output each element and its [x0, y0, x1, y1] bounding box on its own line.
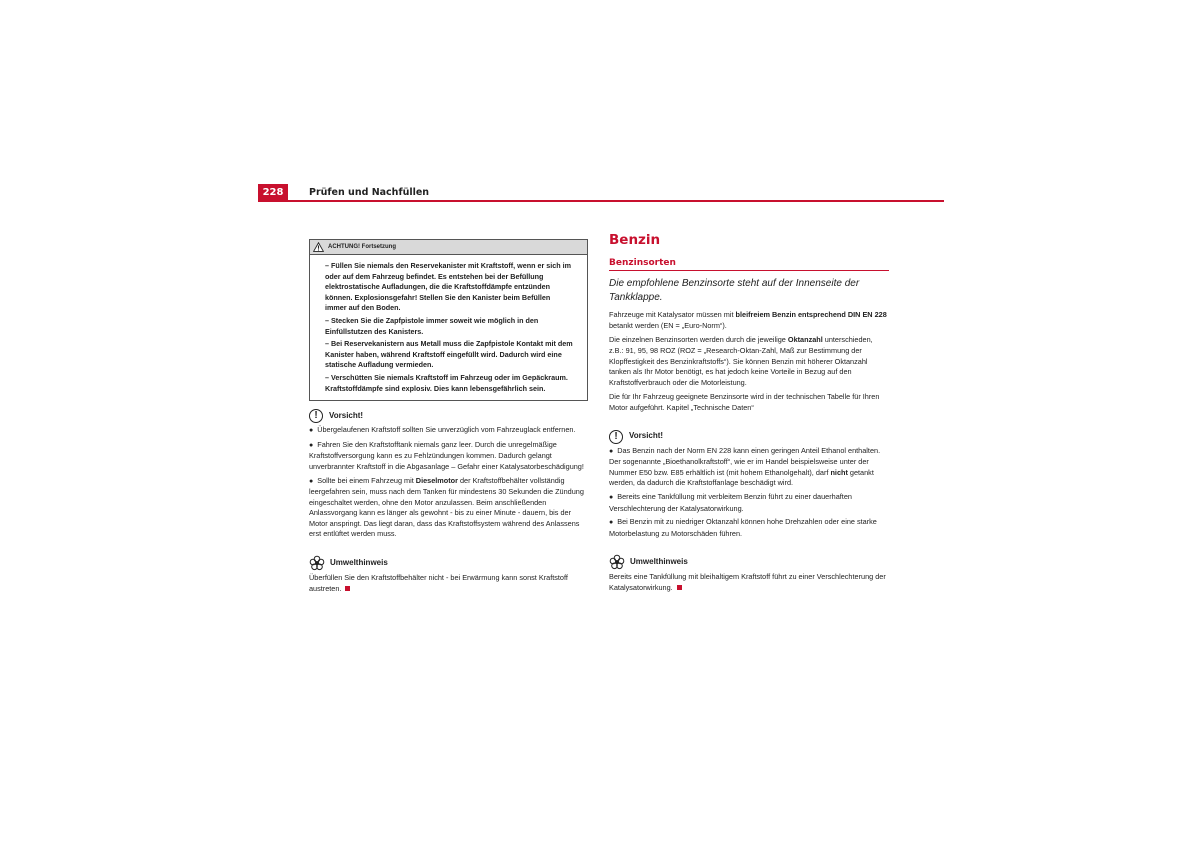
caution-heading [609, 430, 889, 444]
caution-bullet: ● Fahren Sie den Kraftstofftank niemals ganz leer. Durch die unregelmäßige Kraftstoffversorgung kann es zu Fehlzündungen kommen. Dadurch gelangt unverbrannter Kraftstoff in die Abgasanlage – Gefahr einer Katalysatorbeschädigung! [309, 439, 584, 471]
environment-title: Umwelthinweis [330, 557, 388, 567]
end-marker [677, 585, 682, 590]
left-column [309, 239, 588, 598]
intro-text: Die empfohlene Benzinsorte steht auf der Innenseite der Tankklappe. [609, 278, 860, 303]
paragraph: Die einzelnen Benzinsorten werden durch die jeweilige Oktanzahl unterschieden, z.B.: 91, 95, 98 ROZ (ROZ = „Research-Oktan-Zahl, Maß zur Bestimmung der Klopffestigkeit des Benzinkraftstoffs“). Sie können Benzin mit höherer Oktanzahl tanken als Ihr Motor benötigt, es hat jedoch keine Vorteile in Bezug auf den Kraftstoffverbrauch oder die Motorleistung. [609, 335, 873, 387]
section-heading: Benzin [609, 232, 661, 248]
exclamation-circle-icon: ! [609, 430, 623, 444]
environment-text: Bereits eine Tankfüllung mit bleihaltigem Kraftstoff führt zu einer Verschlechterung der Katalysatorwirkung. [609, 572, 886, 592]
caution-title: Vorsicht! [329, 410, 364, 420]
header-rule [258, 200, 944, 202]
subsection-heading: Benzinsorten [609, 257, 676, 268]
warning-box [309, 239, 588, 401]
caution-bullet: ● Das Benzin nach der Norm EN 228 kann einen geringen Anteil Ethanol enthalten. Der sogenannte „Bioethanolkraftstoff“, wie er im Handel beispielsweise unter der Nummer E50 bzw. E85 erhältlich ist (mit hohem Ethanolgehalt), darf nicht getankt werden, da dadurch die Kraftstoffanlage beschädigt wird. [609, 445, 881, 488]
paragraph: Die für Ihr Fahrzeug geeignete Benzinsorte wird in der technischen Tabelle für Ihren Motor aufgeführt. Kapitel „Technische Daten“ [609, 392, 880, 412]
warning-title: ACHTUNG! Fortsetzung [328, 243, 396, 250]
caution-bullet: ● Übergelaufenen Kraftstoff sollten Sie unverzüglich vom Fahrzeuglack entfernen. [309, 425, 576, 435]
subsection-rule [609, 270, 889, 271]
environment-text: Überfüllen Sie den Kraftstoffbehälter nicht - bei Erwärmung kann sonst Kraftstoff austreten. [309, 573, 568, 593]
warning-item: – Stecken Sie die Zapfpistole immer soweit wie möglich in den Einfüllstutzen des Kanisters. [325, 315, 539, 336]
page-number: 228 [258, 184, 288, 202]
warning-body [310, 255, 587, 400]
caution-heading [309, 409, 588, 423]
flower-icon [309, 555, 325, 571]
warning-triangle-icon [313, 242, 324, 252]
warning-item: – Füllen Sie niemals den Reservekanister mit Kraftstoff, wenn er sich im oder auf dem Fahrzeug befindet. Es entstehen bei der Befüllung elektrostatische Aufladungen, die die Kraftstoffdämpfe entzünden können. Explosionsgefahr! Stellen Sie den Kanister beim Befüllen immer auf den Boden. [325, 261, 572, 313]
caution-bullet: ● Bei Benzin mit zu niedriger Oktanzahl können hohe Drehzahlen oder eine starke Motorbelastung zu Motorschäden führen. [609, 517, 877, 538]
warning-item: – Bei Reservekanistern aus Metall muss die Zapfpistole Kontakt mit dem Kanister haben, während Kraftstoff eingefüllt wird. Dadurch wird eine statische Aufladung vermieden. [325, 339, 573, 370]
warning-header [310, 240, 587, 255]
environment-title: Umwelthinweis [630, 556, 688, 566]
environment-heading [309, 555, 588, 571]
caution-bullet: ● Bereits eine Tankfüllung mit verbleitem Benzin führt zu einer dauerhaften Verschlechterung der Katalysatorwirkung. [609, 491, 852, 513]
end-marker [345, 586, 350, 591]
right-column [609, 232, 889, 597]
caution-bullet: ● Sollte bei einem Fahrzeug mit Dieselmotor der Kraftstoffbehälter vollständig leergefahren sein, muss nach dem Tanken für mindestens 30 Sekunden die Zündung eingeschaltet werden, ohne den Motor anzulassen. Beim anschließenden Anlassvorgang kann es länger als gewohnt - bis zu einer Minute - dauern, bis der Motor anspringt. Das liegt daran, dass das Kraftstoffsystem während des Anlassens erst entlüftet werden muss. [309, 475, 584, 539]
warning-item: – Verschütten Sie niemals Kraftstoff im Fahrzeug oder im Gepäckraum. Kraftstoffdämpfe sind explosiv. Dies kann lebensgefährlich sein. [325, 372, 568, 393]
flower-icon [609, 554, 625, 570]
chapter-title: Prüfen und Nachfüllen [309, 187, 430, 198]
paragraph: Fahrzeuge mit Katalysator müssen mit bleifreiem Benzin entsprechend DIN EN 228 betankt werden (EN = „Euro-Norm“). [609, 310, 887, 330]
exclamation-circle-icon: ! [309, 409, 323, 423]
environment-heading [609, 554, 889, 570]
caution-title: Vorsicht! [629, 431, 664, 441]
